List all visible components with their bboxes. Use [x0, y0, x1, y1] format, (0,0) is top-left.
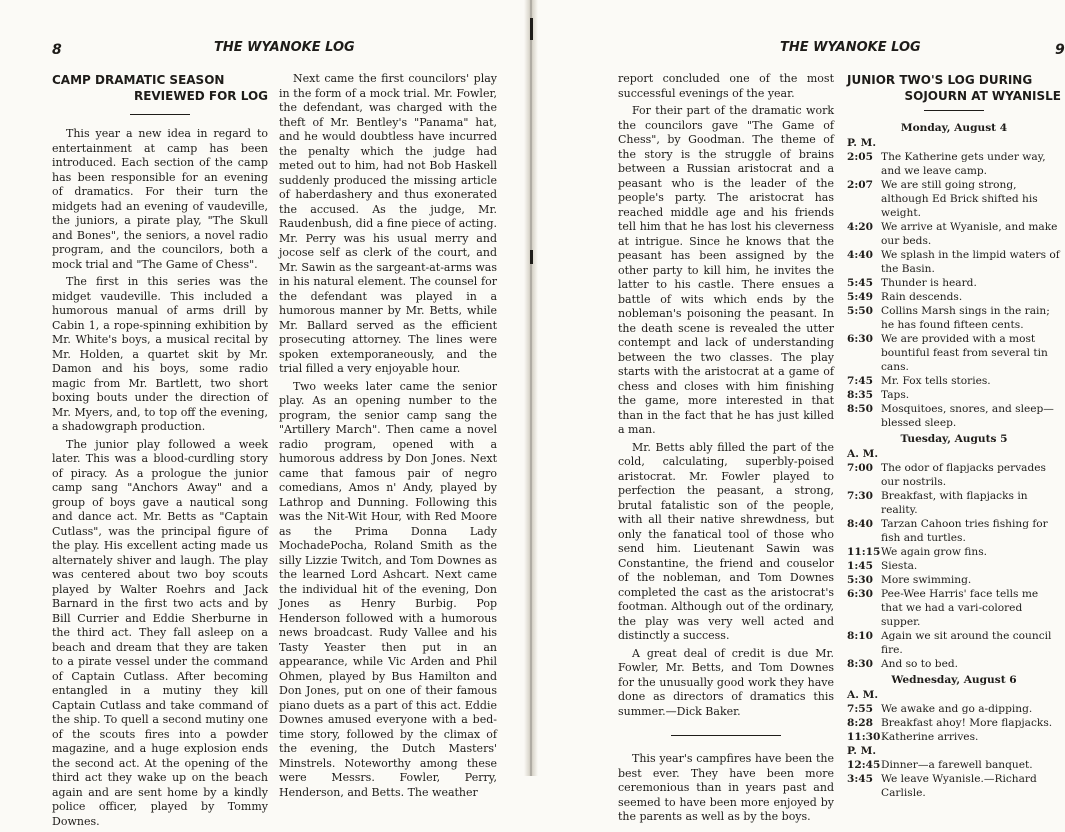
log-entry-text: Breakfast ahoy! More flapjacks. — [881, 717, 1053, 729]
log-entry-text: More swimming. — [881, 574, 972, 586]
log-entry-text: Tarzan Cahoon tries fishing for fish and turtles. — [881, 518, 1048, 544]
log-entry — [847, 772, 1061, 800]
log-entry-time: 11:30 — [847, 731, 881, 743]
log-entry-time: 2:05 — [847, 151, 874, 163]
log-entry — [847, 545, 1061, 559]
log-entry-time: 4:40 — [847, 249, 874, 261]
log-day-heading: Wednesday, August 6 — [891, 674, 1017, 686]
log-entry-time: 7:45 — [847, 375, 874, 387]
log-entry-time: 12:45 — [847, 759, 881, 771]
log-entry-text: Thunder is heard. — [881, 277, 977, 289]
log-entry-text: Dinner—a farewell banquet. — [881, 759, 1033, 771]
log-entry — [847, 702, 1061, 716]
log-entry-time: 1:45 — [847, 560, 874, 572]
log-entries — [847, 121, 1061, 800]
log-entry-time: 5:49 — [847, 291, 874, 303]
log-entry — [847, 730, 1061, 744]
log-day-heading: Tuesday, Auguts 5 — [900, 433, 1008, 445]
log-entry-text: Mr. Fox tells stories. — [881, 375, 991, 387]
log-entry — [847, 489, 1061, 517]
log-entry-text: We again grow fins. — [881, 546, 988, 558]
log-entry-text: Collins Marsh sings in the rain; he has found fifteen cents. — [881, 305, 1050, 331]
article-column-1 — [52, 72, 268, 832]
log-title-line1: JUNIOR TWO'S LOG DURING — [847, 73, 1033, 87]
paragraph: A great deal of credit is due Mr. Fowler, Mr. Betts, and Tom Downes for the unusually good work they have done as directors of dramatics this summer.—Dick Baker. — [618, 646, 834, 718]
log-entry — [847, 150, 1061, 178]
log-entry-time: 8:30 — [847, 658, 874, 670]
log-entry — [847, 587, 1061, 629]
article-column-2 — [279, 72, 497, 803]
log-entry-time: 4:20 — [847, 221, 874, 233]
log-entry-text: We splash in the limpid waters of the Basin. — [881, 249, 1060, 275]
log-entry — [847, 220, 1061, 248]
paragraph: Mr. Betts ably filled the part of the cold, calculating, superbly-poised aristocrat. Mr. Fowler played to perfection the peasant, a strong, brutal fatalistic son of the people, with all their native shrewdness, but only the fanatical tool of those who send him. Lieutenant Sawin was Constantine, the friend and couselor of the nobleman, and Tom Downes completed the cast as the aristocrat's footman. Although out of the ordinary, the play was very well acted and distinctly a success. — [618, 440, 834, 642]
log-entry-text: We leave Wyanisle.—Richard Carlisle. — [881, 773, 1037, 799]
log-entry — [847, 388, 1061, 402]
article-title-line2: REVIEWED FOR LOG — [133, 89, 268, 103]
log-entry-time: 8:10 — [847, 630, 874, 642]
paragraph: This year a new idea in regard to entertainment at camp has been introduced. Each section of the camp has been responsible for an evening of dramatics. For their turn the midgets had an evening of vaudeville, the juniors, a pirate play, "The Skull and Bones", the seniors, a novel radio program, and the councilors, both a mock trial and "The Game of Chess". — [52, 127, 268, 271]
page-number: 9 — [1055, 42, 1065, 58]
log-entry — [847, 758, 1061, 772]
log-entry-time: 5:45 — [847, 277, 874, 289]
log-entry-time: 3:45 — [847, 773, 874, 785]
log-entry-time: 7:00 — [847, 462, 874, 474]
log-entry-text: Taps. — [881, 389, 910, 401]
log-entry-text: Mosquitoes, snores, and sleep—blessed sleep. — [881, 403, 1054, 429]
left-page — [0, 0, 522, 828]
log-entry-text: Siesta. — [881, 560, 918, 572]
log-day-heading: Monday, August 4 — [900, 122, 1008, 134]
log-ampm: A. M. — [847, 448, 879, 460]
log-entry-time: 8:35 — [847, 389, 874, 401]
log-entry — [847, 573, 1061, 587]
log-entry — [847, 178, 1061, 220]
log-entry-time: 8:50 — [847, 403, 874, 415]
log-entry-text: Rain descends. — [881, 291, 963, 303]
right-page — [540, 0, 1065, 823]
log-entry — [847, 629, 1061, 657]
paragraph: For their part of the dramatic work the councilors gave "The Game of Chess", by Goodman. The theme of the story is the struggle of brains between a Russian aristocrat and a peasant who is the leader of the people's party. The aristocrat has reached middle age and his friends tell him that he has lost his cleverness at intrigue. Since he knows that the peasant has been assigned by the other party to kill him, he invites the latter to his castle. There ensues a battle of wits which ends by the nobleman's poisoning the peasant. In the death scene is revealed the utter contempt and lack of understanding between the two classes. The play starts with the aristocrat at a game of chess and closes with him finishing the game, more interested in that than in the fact that he has just killed a man. — [618, 104, 834, 436]
log-title-line2: SOJOURN AT WYANISLE — [904, 89, 1061, 103]
log-title — [847, 72, 1061, 104]
log-entry-text: We are provided with a most bountiful feast from several tin cans. — [881, 333, 1048, 373]
log-entry — [847, 517, 1061, 545]
log-entry — [847, 559, 1061, 573]
log-entry-text: Again we sit around the council fire. — [881, 630, 1052, 656]
log-ampm: P. M. — [847, 137, 877, 149]
log-entry — [847, 716, 1061, 730]
log-entry-text: We awake and go a-dipping. — [881, 703, 1033, 715]
log-entry — [847, 657, 1061, 671]
title-rule — [130, 114, 190, 115]
log-column — [847, 72, 1061, 800]
log-entry-time: 8:28 — [847, 717, 874, 729]
log-entry-text: Katherine arrives. — [881, 731, 979, 743]
log-entry-text: Breakfast, with flapjacks in reality. — [881, 490, 1028, 516]
log-entry-time: 8:40 — [847, 518, 874, 530]
log-entry — [847, 374, 1061, 388]
log-entry-time: 2:07 — [847, 179, 874, 191]
log-entry-time: 7:30 — [847, 490, 874, 502]
log-entry-time: 6:30 — [847, 333, 874, 345]
log-ampm: P. M. — [847, 745, 877, 757]
log-entry — [847, 304, 1061, 332]
gutter-mark — [530, 250, 533, 264]
running-header: THE WYANOKE LOG — [780, 40, 921, 55]
paragraph: The first in this series was the midget vaudeville. This included a humorous manual of arms drill by Cabin 1, a rope-spinning exhibition by Mr. White's boys, a musical recital by Mr. Holden, a quartet skit by Mr. Damon and his boys, some radio magic from Mr. Bartlett, two short boxing bouts under the direction of Mr. Myers, and, to top off the evening, a shadowgraph production. — [52, 275, 268, 433]
log-entry-text: We are still going strong, although Ed Brick shifted his weight. — [881, 179, 1038, 219]
paragraph: The junior play followed a week later. This was a blood-curdling story of piracy. As a prologue the junior camp sang "Anchors Away" and a group of boys gave a nautical song and dance act. Mr. Betts as "Captain Cutlass", was the principal figure of the play. His excellent acting made us alternately shiver and laugh. The play was centered about two boy scouts played by Walter Roehrs and Jack Barnard in the first two acts and by Bill Currier and Eddie Sherburne in the third act. They fall asleep on a beach and dream that they are taken to a pirate vessel under the command of Captain Cutlass. After becoming entangled in a mutiny they kill Captain Cutlass and take command of the ship. To quell a second mutiny one of the scouts fires into a powder magazine, and a huge explosion ends the second act. At the opening of the third act they wake up on the beach again and are sent home by a kindly police officer, played by Tommy Downes. — [52, 437, 268, 828]
log-entry-text: Pee-Wee Harris' face tells me that we had a vari-colored supper. — [881, 588, 1039, 628]
paragraph: Two weeks later came the senior play. As an opening number to the program, the senior camp sang the "Artillery March". Then came a novel radio program, opened with a humorous address by Don Jones. Next came that famous pair of negro comedians, Amos n' Andy, played by Lathrop and Dunning. Following this was the Nit-Wit Hour, with Red Moore as the Prima Donna Lady MochadePocha, Roland Smith as the silly Lizzie Twitch, and Tom Downes as the learned Lord Ashcart. Next came the individual hit of the evening, Don Jones as Henry Burbig. Pop Henderson followed with a humorous news broadcast. Rudy Vallee and his Tasty Yeaster then put in an appearance, while Vic Arden and Phil Ohmen, played by Bus Hamilton and Don Jones, put on one of their famous piano duets as a part of this act. Eddie Downes amused everyone with a bed-time story, followed by the climax of the evening, the Dutch Masters' Minstrels. Noteworthy among these were Messrs. Fowler, Perry, Henderson, and Betts. The weather — [279, 379, 497, 799]
paragraph: This year's campfires have been the best ever. They have been more ceremonious than in years past and seemed to have been more enjoyed by the parents as well as by the boys. — [618, 752, 834, 823]
log-entry-text: And so to bed. — [881, 658, 959, 670]
gutter-mark — [530, 18, 533, 40]
log-ampm: A. M. — [847, 689, 879, 701]
article-column-3 — [618, 72, 834, 828]
log-entry-time: 5:30 — [847, 574, 874, 586]
log-entry-text: The Katherine gets under way, and we leave camp. — [881, 151, 1046, 177]
log-entry — [847, 402, 1061, 430]
log-entry-time: 5:50 — [847, 305, 874, 317]
log-entry — [847, 290, 1061, 304]
log-entry-time: 7:55 — [847, 703, 874, 715]
log-entry — [847, 332, 1061, 374]
paragraph: Next came the first councilors' play in the form of a mock trial. Mr. Fowler, the defendant, was charged with the theft of Mr. Bentley's "Panama" hat, and he would doubtless have incurred the penalty which the judge had meted out to him, had not Bob Haskell suddenly produced the missing article of haberdashery and thus exonerated the accused. As the judge, Mr. Raudenbush, did a fine piece of acting. Mr. Perry was his usual merry and jocose self as clerk of the court, and Mr. Sawin as the sargeant-at-arms was in his natural element. The counsel for the defendant was played in a humorous manner by Mr. Betts, while Mr. Ballard served as the efficient prosecuting attorney. The lines were spoken extemporaneously, and the trial filled a very enjoyable hour. — [279, 72, 497, 375]
log-entry-text: We arrive at Wyanisle, and make our beds. — [881, 221, 1058, 247]
log-entry-text: The odor of flapjacks pervades our nostrils. — [881, 462, 1046, 488]
log-entry — [847, 248, 1061, 276]
paragraph: report concluded one of the most successful evenings of the year. — [618, 72, 834, 100]
book-gutter — [524, 0, 538, 776]
section-rule — [671, 735, 781, 736]
running-header: THE WYANOKE LOG — [214, 40, 355, 55]
log-entry-time: 6:30 — [847, 588, 874, 600]
article-title-line1: CAMP DRAMATIC SEASON — [52, 73, 225, 87]
log-entry — [847, 276, 1061, 290]
log-entry-time: 11:15 — [847, 546, 881, 558]
log-entry — [847, 461, 1061, 489]
title-rule — [924, 110, 984, 111]
article-title — [52, 72, 268, 104]
page-number: 8 — [52, 42, 62, 58]
